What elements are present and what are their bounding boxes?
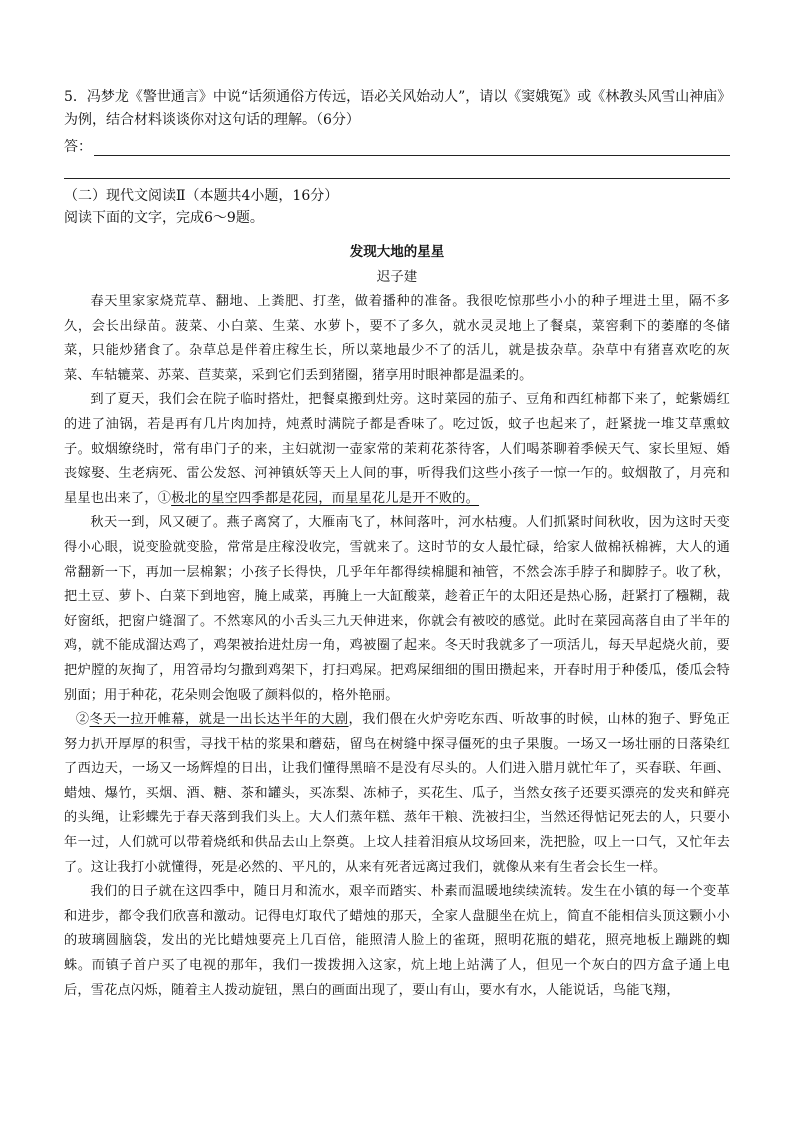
reading-instruction: 阅读下面的文字，完成6～9题。: [64, 210, 264, 226]
answer-label: 答：: [64, 139, 92, 155]
marker-2: ②: [75, 712, 90, 728]
paragraph-days: 我们的日子就在这四季中，随日月和流水，艰辛而踏实、朴素而温暖地续续流转。发生在小镇的每一个变革和进步，都令我们欣喜和激动。记得电灯取代了蜡烛的那天，全家人盘腿坐在炕上，简直不能相信头顶这颗小小的玻璃圆脑袋，发出的光比蜡烛要亮上几百倍，能照清人脸上的雀斑，照明花瓶的蜡花，照亮地板上蹦跳的蜘蛛。而镇子首户买了电视的那年，我们一拨拨拥入这家，炕上地上站满了人，但见一个灰白的四方盒子通上电后，雪花点闪烁，随着主人拨动旋钮，黑白的画面出现了，要山有山，要水有水，人能说话，鸟能飞翔，: [64, 884, 730, 998]
article-author: 迟子建: [376, 269, 418, 285]
paragraph-spring: 春天里家家烧荒草、翻地、上粪肥、打垄，做着播种的准备。我很吃惊那些小小的种子埋进土里，隔不多久，会长出绿苗。菠菜、小白菜、生菜、水萝卜，要不了多久，就水灵灵地上了餐桌，菜窖剩下的萎靡的冬储菜，只能炒猪食了。杂草总是伴着庄稼生长，所以菜地最少不了的活儿，就是拔杂草。杂草中有猪喜欢吃的灰菜、车轱辘菜、苏菜、苣荬菜，采到它们丢到猪圈，猪享用时眼神都是温柔的。: [64, 294, 730, 383]
page: [64, 86, 730, 1003]
paragraph-winter: [64, 708, 730, 880]
question-5-text: 5．冯梦龙《警世通言》中说“话须通俗方传远，语必关风始动人”，请以《窦娥冤》或《林教头风雪山神庙》为例，结合材料谈谈你对这句话的理解。（6分）: [64, 89, 725, 128]
summer-text: 到了夏天，我们会在院子临时搭灶，把餐桌搬到灶旁。这时菜园的茄子、豆角和西红柿都下来了，蛇紫嫣红的进了油锅，若是再有几片肉加持，炖煮时满院子都是香味了。吃过饭，蚊子也起来了，赶紧拢一堆艾草熏蚊子。蚊烟缭绕时，常有串门子的来，主妇就沏一壶家常的茉莉花茶待客，人们喝茶聊着季候天气、家长里短、婚丧嫁娶、生老病死、雷公发怒、河神镇妖等天上人间的事，听得我们这些小孩子一惊一乍的。蚊烟散了，月亮和星星也出来了，: [64, 392, 730, 506]
winter-text: ，我们偎在火炉旁吃东西、听故事的时候，山林的狍子、野兔正努力扒开厚厚的积雪，寻找干枯的浆果和蘑菇，留鸟在树缝中探寻僵死的虫子果腹。一场又一场壮丽的日落染红了西边天，一场又一场辉煌的日出，让我们懂得黑暗不是没有尽头的。人们进入腊月就忙年了，买春联、年画、蜡烛、爆竹，买烟、酒、糖、茶和罐头，买冻梨、冻柿子，买花生、瓜子，当然女孩子还要买漂亮的发夹和鲜亮的头绳，让彩蝶先于春天落到我们头上。大人们蒸年糕、蒸年干粮、洗被扫尘，当然还得惦记死去的人，只要小年一过，人们就可以带着烧纸和供品去山上祭奠。上坟人挂着泪痕从坟场回来，洗把脸，叹上一口气，又忙年去了。这让我打小就懂得，死是必然的、平凡的，从来有死者远离过我们，就像从来有生者会长生一样。: [64, 712, 730, 875]
underlined-sentence-2: 冬天一拉开帷幕，就是一出长达半年的大剧: [89, 712, 349, 728]
underlined-sentence-1: 极北的星空四季都是花园，而星星花儿是开不败的。: [171, 490, 480, 506]
answer-line[interactable]: [94, 139, 730, 156]
answer-line-2[interactable]: [64, 156, 730, 179]
paragraph-autumn: 秋天一到，风又硬了。燕子离窝了，大雁南飞了，林间落叶，河水枯瘦。人们抓紧时间秋收，因为这时天变得小心眼，说变脸就变脸，常常是庄稼没收完，雪就来了。这时节的女人最忙碌，给家人做棉袄棉裤，大人的通常翻新一下，再加一层棉絮；小孩子长得快，几乎年年都得续棉腿和袖管，不然会冻手脖子和脚脖子。收了秋，把土豆、萝卜、白菜下到地窖，腌上咸菜，再腌上一大缸酸菜，趁着正午的太阳还是热心肠，赶紧打了糨糊，裁好窗纸，把窗户缝溜了。不然寒风的小舌头三九天伸进来，你就会有被咬的感觉。此时在菜园高落自由了半年的鸡，就不能成溜达鸡了，鸡架被抬进灶房一角，鸡被圈了起来。冬天时我就多了一项活儿，每天早起烧火前，要把炉膛的灰掏了，用笤帚均匀撒到鸡架下，打扫鸡屎。把鸡屎细细的围田攒起来，开春时用于种倭瓜，倭瓜会特别面；用于种花，花朵则会饱吸了颜料似的，格外艳丽。: [64, 515, 730, 703]
article-title: 发现大地的星星: [349, 244, 445, 260]
marker-1: ①: [157, 490, 172, 506]
section-heading: （二）现代文阅读Ⅱ（本题共4小题，16分）: [64, 188, 339, 204]
paragraph-summer: [64, 388, 730, 511]
answer-row: [64, 132, 730, 156]
